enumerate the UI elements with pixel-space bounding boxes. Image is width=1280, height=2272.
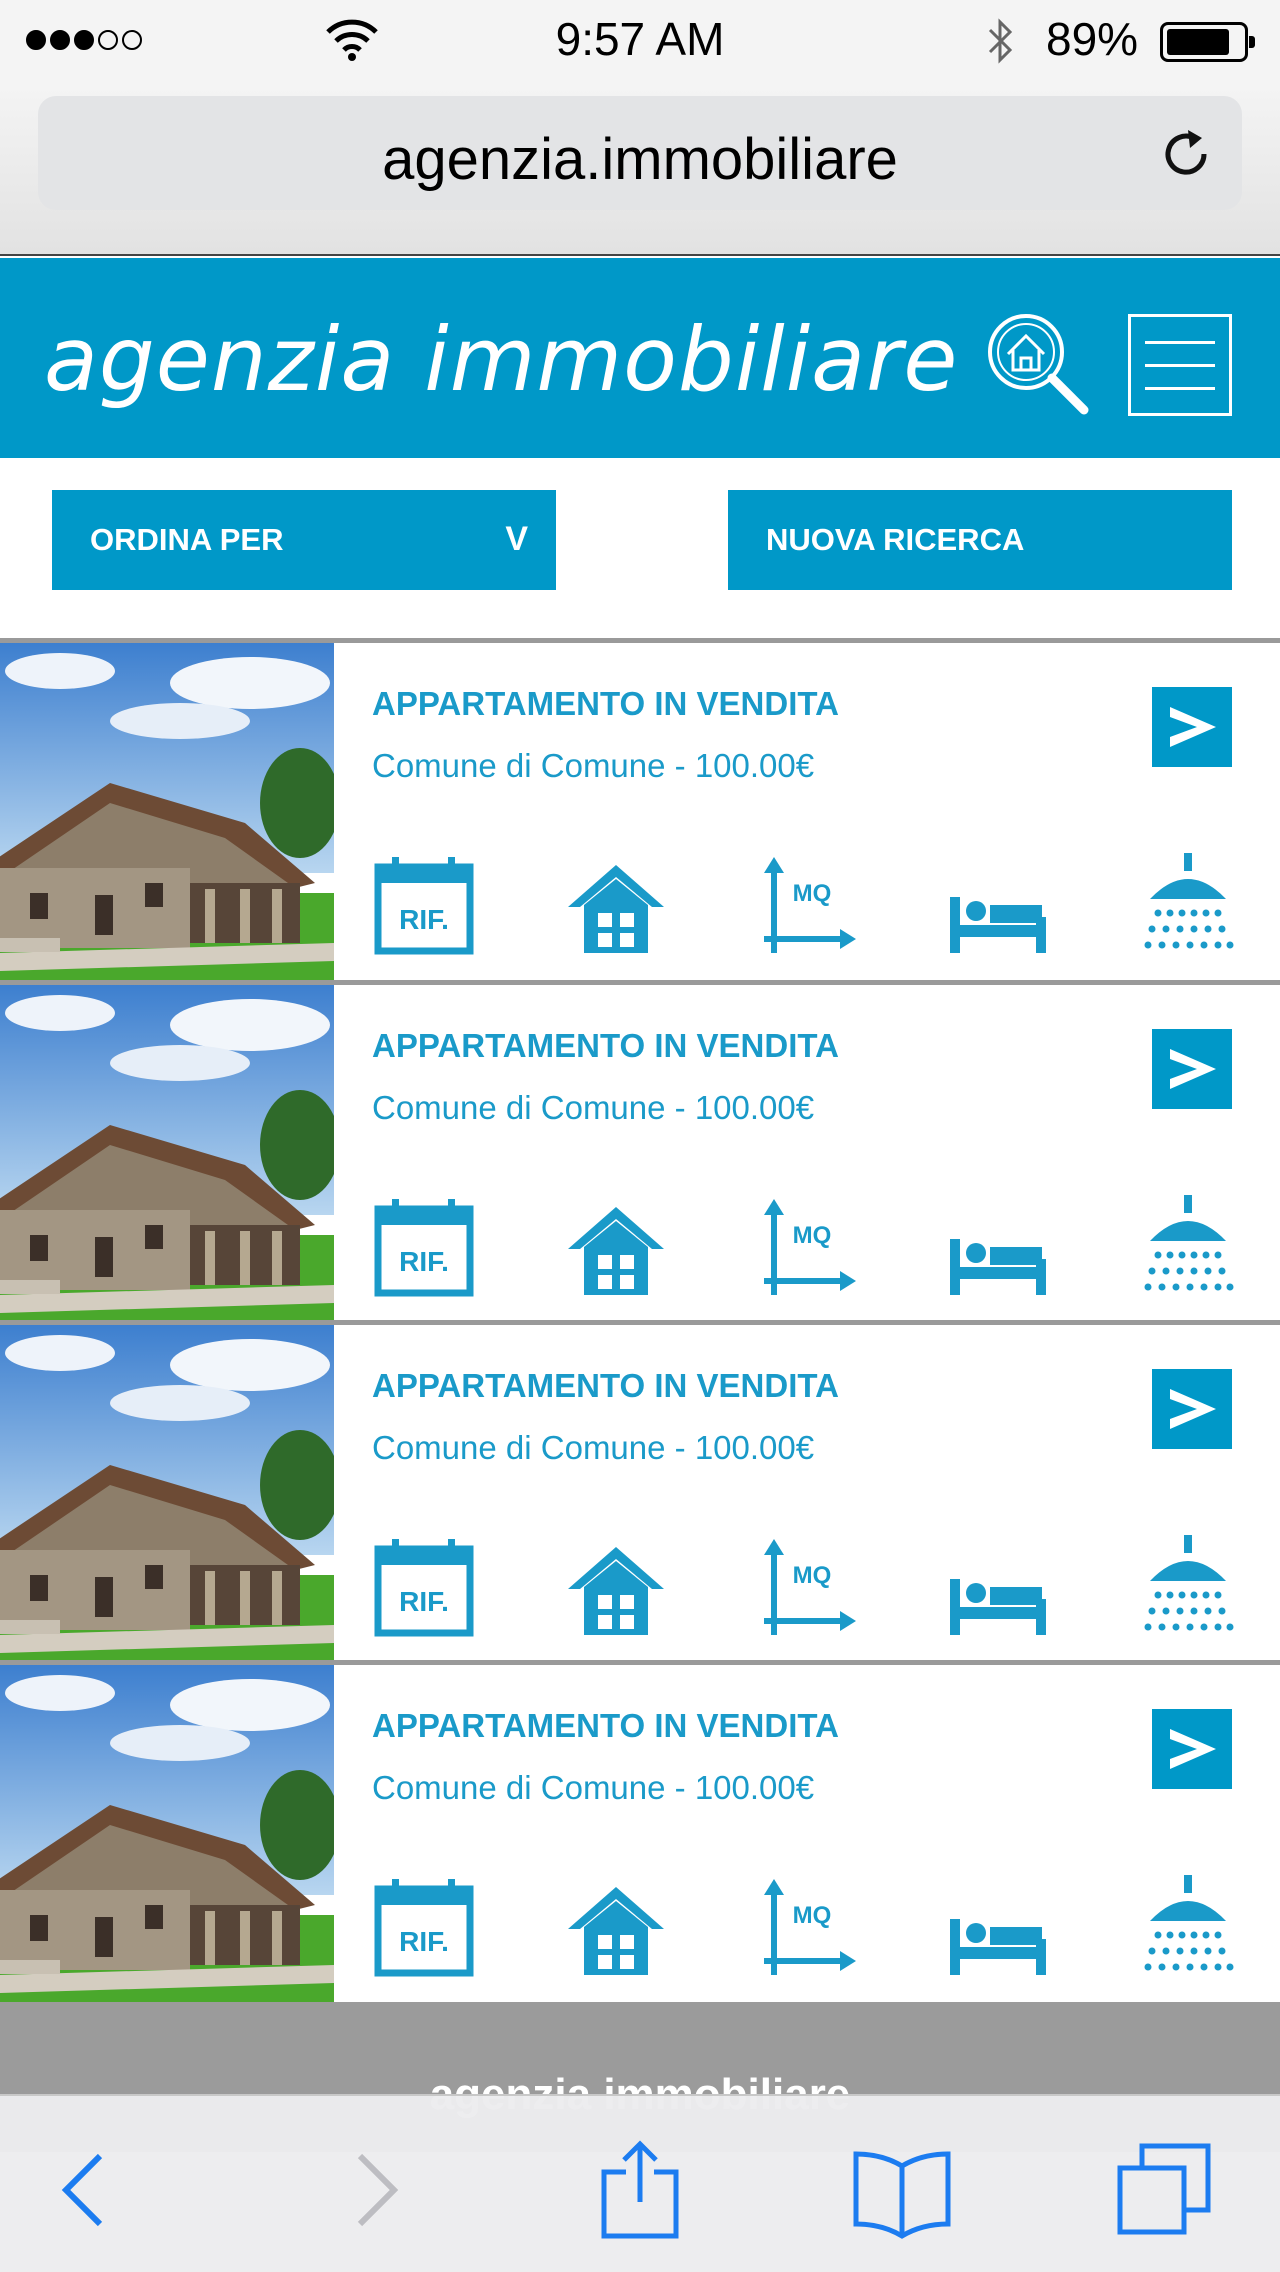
property-photo[interactable] [0,1665,334,2002]
open-listing-button[interactable] [1152,1369,1232,1449]
forward-icon[interactable] [322,2140,422,2240]
battery-percent: 89% [1046,13,1139,65]
listing-title: APPARTAMENTO IN VENDITA [372,1707,839,1744]
farmhouse-image [0,643,334,980]
bluetooth-icon [984,16,1016,66]
listing-card[interactable] [0,638,1280,980]
new-search-label: NUOVA RICERCA [766,522,1025,557]
shower-icon [1136,1195,1240,1299]
site-logo[interactable]: agenzia immobiliare [44,308,959,411]
open-listing-button[interactable] [1152,1709,1232,1789]
shower-icon [1136,853,1240,957]
back-icon[interactable] [38,2140,138,2240]
sort-by-label: ORDINA PER [90,522,284,557]
url-field[interactable] [38,96,1242,210]
listing-title: APPARTAMENTO IN VENDITA [372,685,839,722]
ref-label: RIF. [399,1926,449,1957]
property-photo[interactable] [0,1325,334,1660]
ref-label: RIF. [399,1586,449,1617]
listing-subtitle: Comune di Comune - 100.00€ [372,1429,815,1466]
area-label: MQ [792,1902,832,1929]
open-listing-button[interactable] [1152,1029,1232,1109]
farmhouse-image [0,1325,334,1660]
shower-icon [1136,1535,1240,1639]
listing-title: APPARTAMENTO IN VENDITA [372,1027,839,1064]
ref-label: RIF. [399,904,449,935]
listing-card[interactable] [0,980,1280,1320]
listing-card[interactable] [0,1320,1280,1660]
bed-icon [946,1535,1050,1639]
hamburger-menu-button[interactable] [1128,314,1232,416]
property-photo[interactable] [0,643,334,980]
listing-title: APPARTAMENTO IN VENDITA [372,1367,839,1404]
listing-subtitle: Comune di Comune - 100.00€ [372,747,815,784]
battery-icon [1160,22,1248,62]
area-label: MQ [792,880,832,907]
browser-toolbar [0,2094,1280,2272]
status-time: 9:57 AM [555,13,725,65]
area-mq-icon [754,1535,858,1639]
house-type-icon [564,1535,668,1639]
chevron-down-icon: V [505,520,528,558]
status-bar [0,0,1280,86]
property-photo[interactable] [0,985,334,1320]
area-label: MQ [792,1562,832,1589]
bed-icon [946,853,1050,957]
url-text: agenzia.immobiliare [382,127,898,192]
area-mq-icon [754,1875,858,1979]
site-header [0,258,1280,458]
listing-subtitle: Comune di Comune - 100.00€ [372,1769,815,1806]
new-search-button[interactable] [728,490,1232,590]
reload-icon[interactable] [1158,126,1214,182]
house-type-icon [564,853,668,957]
calendar-ref-icon [372,1535,476,1639]
browser-address-bar [0,86,1280,256]
calendar-ref-icon [372,1875,476,1979]
area-label: MQ [792,1222,832,1249]
listing-subtitle: Comune di Comune - 100.00€ [372,1089,815,1126]
bookmarks-icon[interactable] [852,2140,952,2240]
bed-icon [946,1195,1050,1299]
calendar-ref-icon [372,853,476,957]
area-mq-icon [754,1195,858,1299]
property-search-icon[interactable] [984,310,1094,420]
farmhouse-image [0,985,334,1320]
bed-icon [946,1875,1050,1979]
shower-icon [1136,1875,1240,1979]
tabs-icon[interactable] [1114,2140,1214,2240]
sort-by-dropdown[interactable] [52,490,556,590]
open-listing-button[interactable] [1152,687,1232,767]
listing-card[interactable] [0,1660,1280,2002]
share-icon[interactable] [590,2140,690,2240]
house-type-icon [564,1875,668,1979]
house-type-icon [564,1195,668,1299]
area-mq-icon [754,853,858,957]
farmhouse-image [0,1665,334,2002]
ref-label: RIF. [399,1246,449,1277]
calendar-ref-icon [372,1195,476,1299]
